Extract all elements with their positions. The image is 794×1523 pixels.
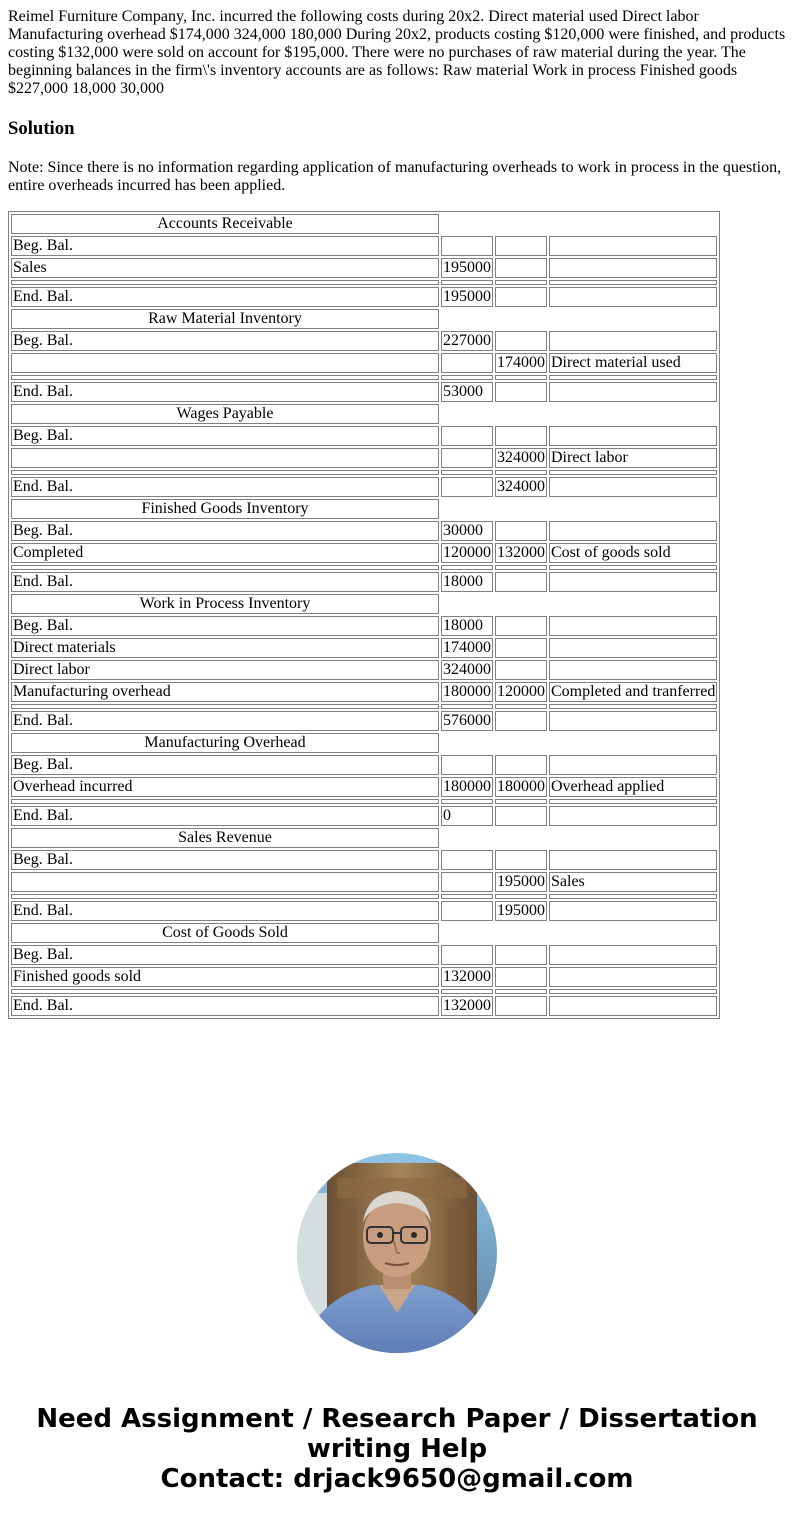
separator-cell bbox=[495, 565, 547, 570]
credit-amount bbox=[495, 572, 547, 592]
separator-cell bbox=[495, 799, 547, 804]
row-label: End. Bal. bbox=[11, 996, 439, 1016]
credit-amount bbox=[495, 996, 547, 1016]
separator-cell bbox=[11, 704, 439, 709]
ledger-separator-row bbox=[11, 565, 717, 570]
ledger-row bbox=[11, 872, 717, 892]
debit-amount: 227000 bbox=[443, 332, 491, 349]
debit-amount: 174000 bbox=[443, 639, 491, 656]
credit-description bbox=[549, 638, 717, 658]
ledger-row bbox=[11, 236, 717, 256]
row-label: Beg. Bal. bbox=[11, 426, 439, 446]
credit-amount: 120000 bbox=[497, 683, 545, 700]
separator-cell bbox=[441, 989, 493, 994]
ledger-row bbox=[11, 682, 717, 702]
debit-amount: 30000 bbox=[441, 521, 493, 541]
row-label: End. Bal. bbox=[11, 901, 439, 921]
contact-banner bbox=[0, 1404, 794, 1494]
separator-cell bbox=[549, 704, 717, 709]
separator-cell bbox=[495, 989, 547, 994]
debit-amount bbox=[441, 901, 493, 921]
account-title: Work in Process Inventory bbox=[11, 594, 439, 614]
separator-cell bbox=[549, 989, 717, 994]
separator-cell bbox=[11, 470, 439, 475]
title-row-spacer bbox=[441, 733, 717, 753]
separator-cell bbox=[11, 894, 439, 899]
credit-description bbox=[549, 967, 717, 987]
separator-cell bbox=[495, 280, 547, 285]
separator-cell bbox=[549, 280, 717, 285]
separator-cell bbox=[11, 565, 439, 570]
row-label: Direct materials bbox=[11, 638, 439, 658]
credit-amount bbox=[495, 287, 547, 307]
separator-cell bbox=[441, 565, 493, 570]
title-row-spacer bbox=[441, 404, 717, 424]
row-label: End. Bal. bbox=[11, 382, 439, 402]
separator-cell bbox=[441, 280, 493, 285]
debit-amount bbox=[441, 236, 493, 256]
debit-amount: 132000 bbox=[443, 997, 491, 1014]
debit-amount bbox=[441, 353, 493, 373]
credit-description bbox=[549, 382, 717, 402]
account-title-row bbox=[11, 733, 717, 753]
separator-cell bbox=[495, 375, 547, 380]
cta-line-2: writing Help bbox=[306, 1434, 488, 1464]
row-label: Overhead incurred bbox=[11, 777, 439, 797]
account-title-row bbox=[11, 499, 717, 519]
credit-amount bbox=[495, 755, 547, 775]
credit-description bbox=[549, 477, 717, 497]
credit-description: Direct material used bbox=[549, 353, 717, 373]
row-label: Beg. Bal. bbox=[11, 521, 439, 541]
account-title: Raw Material Inventory bbox=[11, 309, 439, 329]
ledger-row bbox=[11, 258, 717, 278]
credit-description bbox=[549, 901, 717, 921]
credit-amount bbox=[495, 616, 547, 636]
ledger-row bbox=[11, 945, 717, 965]
ledger-separator-row bbox=[11, 799, 717, 804]
debit-amount: 576000 bbox=[443, 712, 491, 729]
row-label: End. Bal. bbox=[11, 711, 439, 731]
row-label: Sales bbox=[11, 258, 439, 278]
separator-cell bbox=[11, 989, 439, 994]
credit-description bbox=[549, 996, 717, 1016]
separator-cell bbox=[441, 470, 493, 475]
row-label: Beg. Bal. bbox=[11, 755, 439, 775]
credit-description: Sales bbox=[549, 872, 717, 892]
row-label: Beg. Bal. bbox=[11, 616, 439, 636]
credit-description bbox=[549, 287, 717, 307]
credit-amount bbox=[495, 967, 547, 987]
credit-description bbox=[549, 660, 717, 680]
cta-line-3: Contact: drjack9650@gmail.com bbox=[160, 1464, 634, 1494]
credit-amount: 324000 bbox=[497, 478, 545, 495]
debit-amount: 120000 bbox=[443, 544, 491, 561]
separator-cell bbox=[441, 799, 493, 804]
debit-amount: 18000 bbox=[441, 616, 493, 636]
ledger-row bbox=[11, 353, 717, 373]
row-label bbox=[11, 872, 439, 892]
row-label: Beg. Bal. bbox=[11, 331, 439, 351]
credit-amount bbox=[495, 806, 547, 826]
title-row-spacer bbox=[441, 923, 717, 943]
credit-amount bbox=[495, 711, 547, 731]
credit-amount: 180000 bbox=[497, 778, 545, 795]
ledger-separator-row bbox=[11, 280, 717, 285]
account-title: Accounts Receivable bbox=[11, 214, 439, 234]
credit-amount: 132000 bbox=[497, 544, 545, 561]
row-label: Beg. Bal. bbox=[11, 850, 439, 870]
credit-description bbox=[549, 426, 717, 446]
debit-amount: 0 bbox=[441, 806, 493, 826]
ledger-row bbox=[11, 850, 717, 870]
credit-description bbox=[549, 331, 717, 351]
separator-cell bbox=[495, 894, 547, 899]
credit-amount bbox=[495, 521, 547, 541]
ledger-row bbox=[11, 331, 717, 351]
separator-cell bbox=[495, 704, 547, 709]
row-label: Beg. Bal. bbox=[11, 236, 439, 256]
account-title-row bbox=[11, 594, 717, 614]
row-label bbox=[11, 448, 439, 468]
account-title: Finished Goods Inventory bbox=[11, 499, 439, 519]
account-title: Wages Payable bbox=[11, 404, 439, 424]
account-title: Cost of Goods Sold bbox=[11, 923, 439, 943]
account-title-row bbox=[11, 214, 717, 234]
debit-amount bbox=[441, 448, 493, 468]
ledger-separator-row bbox=[11, 470, 717, 475]
credit-description bbox=[549, 236, 717, 256]
ledger-row bbox=[11, 967, 717, 987]
ending-balance-row bbox=[11, 806, 717, 826]
ledger-separator-row bbox=[11, 375, 717, 380]
row-label: Completed bbox=[11, 543, 439, 563]
separator-cell bbox=[549, 470, 717, 475]
row-label bbox=[11, 353, 439, 373]
credit-description bbox=[549, 258, 717, 278]
row-label: Finished goods sold bbox=[11, 967, 439, 987]
author-avatar bbox=[297, 1153, 497, 1353]
ending-balance-row bbox=[11, 477, 717, 497]
row-label: End. Bal. bbox=[11, 572, 439, 592]
row-label: End. Bal. bbox=[11, 806, 439, 826]
title-row-spacer bbox=[441, 828, 717, 848]
title-row-spacer bbox=[441, 594, 717, 614]
credit-amount: 324000 bbox=[497, 449, 545, 466]
ending-balance-row bbox=[11, 711, 717, 731]
solution-heading: Solution bbox=[8, 118, 75, 139]
ledger-row bbox=[11, 426, 717, 446]
credit-description: Completed and tranferred bbox=[551, 683, 716, 700]
cta-line-1: Need Assignment / Research Paper / Dissertation bbox=[36, 1404, 758, 1434]
debit-amount bbox=[441, 872, 493, 892]
credit-amount bbox=[495, 850, 547, 870]
t-accounts-wrapper bbox=[8, 211, 786, 1019]
credit-amount bbox=[495, 382, 547, 402]
debit-amount bbox=[441, 477, 493, 497]
separator-cell bbox=[11, 375, 439, 380]
ledger-separator-row bbox=[11, 894, 717, 899]
debit-amount bbox=[441, 850, 493, 870]
ledger-separator-row bbox=[11, 989, 717, 994]
debit-amount: 180000 bbox=[443, 778, 491, 795]
title-row-spacer bbox=[441, 499, 717, 519]
title-row-spacer bbox=[441, 214, 717, 234]
ledger-row bbox=[11, 616, 717, 636]
solution-note: Note: Since there is no information regarding application of manufacturing overheads to work in process in the question, entire overheads incurred has been applied. bbox=[8, 159, 782, 194]
account-title-row bbox=[11, 828, 717, 848]
row-label: Beg. Bal. bbox=[11, 945, 439, 965]
credit-description bbox=[549, 521, 717, 541]
account-title-row bbox=[11, 404, 717, 424]
ledger-row bbox=[11, 521, 717, 541]
row-label: Manufacturing overhead bbox=[11, 682, 439, 702]
debit-amount bbox=[441, 755, 493, 775]
credit-amount bbox=[495, 638, 547, 658]
credit-amount bbox=[495, 945, 547, 965]
credit-amount bbox=[495, 660, 547, 680]
debit-amount bbox=[441, 426, 493, 446]
ledger-row bbox=[11, 448, 717, 468]
debit-amount bbox=[441, 945, 493, 965]
debit-amount: 324000 bbox=[443, 661, 491, 678]
debit-amount: 195000 bbox=[443, 259, 491, 276]
separator-cell bbox=[549, 894, 717, 899]
account-title: Manufacturing Overhead bbox=[11, 733, 439, 753]
debit-amount: 132000 bbox=[443, 968, 491, 985]
credit-description bbox=[549, 945, 717, 965]
ledger-row bbox=[11, 660, 717, 680]
ledger-row bbox=[11, 777, 717, 797]
row-label: End. Bal. bbox=[11, 477, 439, 497]
separator-cell bbox=[549, 375, 717, 380]
credit-description: Cost of goods sold bbox=[549, 543, 717, 563]
separator-cell bbox=[549, 565, 717, 570]
ledger-row bbox=[11, 543, 717, 563]
row-label: End. Bal. bbox=[11, 287, 439, 307]
credit-amount bbox=[495, 236, 547, 256]
separator-cell bbox=[549, 799, 717, 804]
t-accounts-table bbox=[8, 211, 720, 1019]
separator-cell bbox=[441, 375, 493, 380]
debit-amount: 180000 bbox=[443, 683, 491, 700]
ending-balance-row bbox=[11, 287, 717, 307]
debit-amount: 53000 bbox=[441, 382, 493, 402]
separator-cell bbox=[441, 894, 493, 899]
credit-description: Direct labor bbox=[549, 448, 717, 468]
ending-balance-row bbox=[11, 901, 717, 921]
row-label: Direct labor bbox=[11, 660, 439, 680]
credit-amount: 195000 bbox=[497, 873, 545, 890]
ledger-row bbox=[11, 755, 717, 775]
title-row-spacer bbox=[441, 309, 717, 329]
credit-description bbox=[549, 572, 717, 592]
credit-description bbox=[549, 850, 717, 870]
separator-cell bbox=[441, 704, 493, 709]
ending-balance-row bbox=[11, 382, 717, 402]
account-title-row bbox=[11, 923, 717, 943]
separator-cell bbox=[11, 280, 439, 285]
debit-amount: 195000 bbox=[443, 288, 491, 305]
credit-amount: 174000 bbox=[497, 354, 545, 371]
account-title: Sales Revenue bbox=[11, 828, 439, 848]
credit-description bbox=[549, 616, 717, 636]
credit-amount bbox=[495, 426, 547, 446]
ledger-separator-row bbox=[11, 704, 717, 709]
ledger-row bbox=[11, 638, 717, 658]
credit-amount bbox=[495, 258, 547, 278]
account-title-row bbox=[11, 309, 717, 329]
separator-cell bbox=[495, 470, 547, 475]
credit-amount: 195000 bbox=[497, 902, 545, 919]
ending-balance-row bbox=[11, 572, 717, 592]
debit-amount: 18000 bbox=[441, 572, 493, 592]
credit-description: Overhead applied bbox=[549, 777, 717, 797]
ending-balance-row bbox=[11, 996, 717, 1016]
credit-description bbox=[549, 806, 717, 826]
separator-cell bbox=[11, 799, 439, 804]
credit-description bbox=[549, 711, 717, 731]
credit-description bbox=[549, 755, 717, 775]
credit-amount bbox=[495, 331, 547, 351]
question-text: Reimel Furniture Company, Inc. incurred the following costs during 20x2. Direct material used Direct labor Manufacturing overhead $174,000 324,000 180,000 During 20x2, products costing $120,000 were finished, and products costing $132,000 were sold on account for $195,000. There were no purchases of raw material during the year. The beginning balances in the firm\'s inventory accounts are as follows: Raw material Work in process Finished goods $227,000 18,000 30,000 bbox=[8, 8, 786, 97]
